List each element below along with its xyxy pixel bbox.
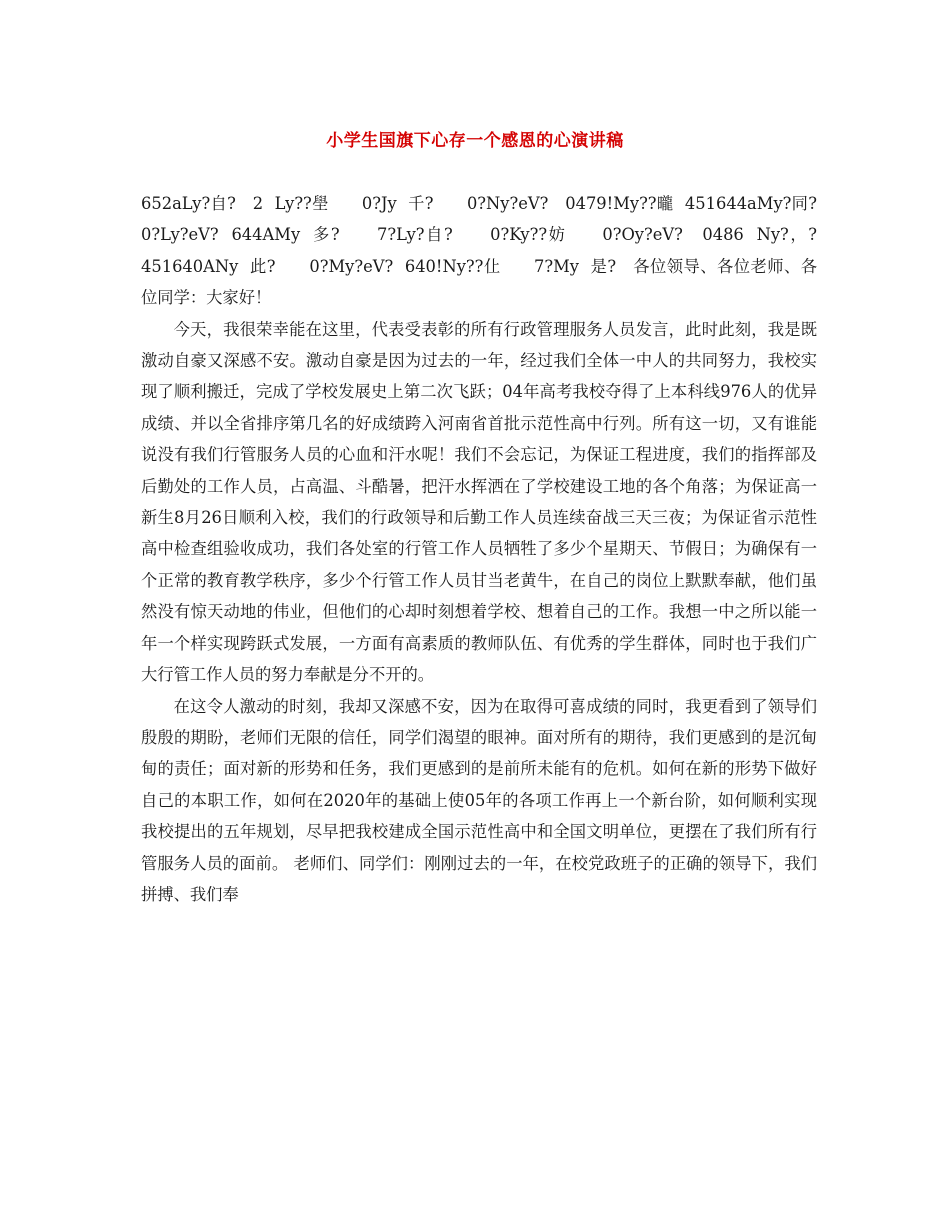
document-body [141,188,817,910]
paragraph-3: 在这令人激动的时刻，我却又深感不安，因为在取得可喜成绩的同时，我更看到了领导们殷殷的期盼，老师们无限的信任，同学们渴望的眼神。面对所有的期待，我们更感到的是沉甸甸的责任；面对新的形势和任务，我们更感到的是前所未能有的危机。如何在新的形势下做好自己的本职工作，如何在2020年的基础上使05年的各项工作再上一个新台阶，如何顺利实现我校提出的五年规划，尽早把我校建成全国示范性高中和全国文明单位，更摆在了我们所有行管服务人员的面前。 老师们、同学们：刚刚过去的一年，在校党政班子的正确的领导下，我们拼搏、我们奉 [141,696,817,904]
paragraph-1: 652aLy?自? 2 Ly??壆 0?Jy 千? 0?Ny?eV? 0479!My??曨 451644aMy?同? 0?Ly?eV? 644AMy 多? 7?Ly?自? 0?Ky??妨 0?Oy?eV? 0486 Ny?，? 451640ANy 此? 0?My?eV? 640!Ny??仩 7?My 是? 各位领导、各位老师、各位同学：大家好！ [141,194,817,308]
paragraph-2: 今天，我很荣幸能在这里，代表受表彰的所有行政管理服务人员发言，此时此刻，我是既激动自豪又深感不安。激动自豪是因为过去的一年，经过我们全体一中人的共同努力，我校实现了顺利搬迁，完成了学校发展史上第二次飞跃；04年高考我校夺得了上本科线976人的优异成绩、并以全省排序第几名的好成绩跨入河南省首批示范性高中行列。所有这一切，又有谁能说没有我们行管服务人员的心血和汗水呢！我们不会忘记，为保证工程进度，我们的指挥部及后勤处的工作人员，占高温、斗酷暑，把汗水挥洒在了学校建设工地的各个角落；为保证高一新生8月26日顺利入校，我们的行政领导和后勤工作人员连续奋战三天三夜；为保证省示范性高中检查组验收成功，我们各处室的行管工作人员牺牲了多少个星期天、节假日；为确保有一个正常的教育教学秩序，多少个行管工作人员甘当老黄牛，在自己的岗位上默默奉献，他们虽然没有惊天动地的伟业，但他们的心却时刻想着学校、想着自己的工作。我想一中之所以能一年一个样实现跨跃式发展，一方面有高素质的教师队伍、有优秀的学生群体，同时也于我们广大行管工作人员的努力奉献是分不开的。 [141,319,817,685]
document-title: 小学生国旗下心存一个感恩的心演讲稿 [326,131,624,151]
